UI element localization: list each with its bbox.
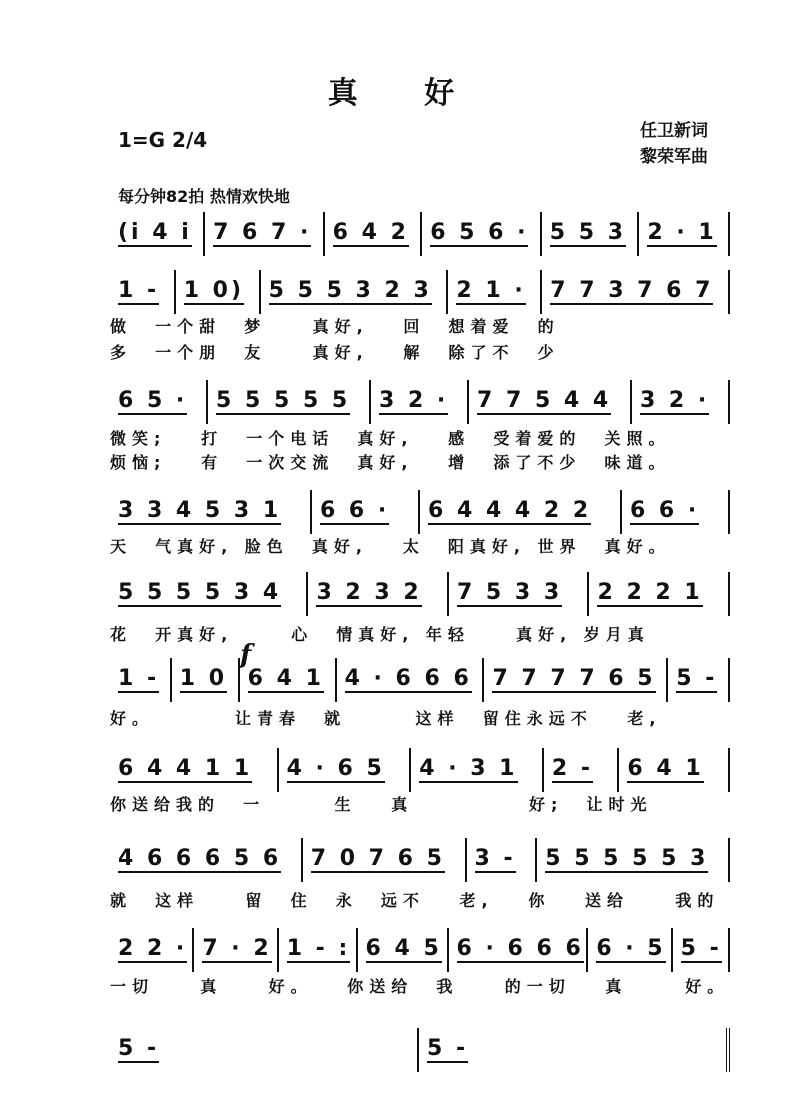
dynamic-marking: f xyxy=(240,640,252,670)
measure xyxy=(325,212,423,256)
notes: 1 - xyxy=(118,666,159,695)
notes: 5 5 3 xyxy=(550,220,626,249)
lyric-line: 你送给我的 一 生 真 好; 让时光 xyxy=(110,795,653,814)
notes: 4 · 6 5 xyxy=(287,756,385,785)
notes: 1 - xyxy=(118,278,159,307)
measure xyxy=(544,748,620,792)
lyric-line: 微笑; 打 一个电话 真好, 感 受着爱的 关照。 xyxy=(110,429,671,448)
measure xyxy=(194,928,278,972)
measure xyxy=(110,1028,419,1072)
measure xyxy=(110,212,205,256)
staff-line xyxy=(110,1028,730,1072)
notes: 6 · 5 xyxy=(596,936,665,965)
notes: 6 5 6 · xyxy=(430,220,528,249)
lyric-line: 就 这样 留 住 永 远不 老, 你 送给 我的 xyxy=(110,891,720,910)
measure xyxy=(449,572,590,616)
notes: 2 1 · xyxy=(456,278,525,307)
notes: 6 4 5 xyxy=(366,936,442,965)
measure xyxy=(110,270,176,314)
notes: 5 - xyxy=(676,666,717,695)
measure xyxy=(419,1028,730,1072)
notes: 7 7 7 7 6 5 xyxy=(492,666,655,695)
notes: 1 - : xyxy=(287,936,351,965)
notes: 3 2 · xyxy=(640,388,709,417)
notes: 1 0) xyxy=(184,278,244,307)
measure xyxy=(420,490,622,534)
lyric-line: 一切 真 好。 你送给 我 的一切 真 好。 xyxy=(110,977,730,996)
lyricist: 任卫新词 xyxy=(640,121,708,141)
measure xyxy=(279,928,358,972)
notes: 7 0 7 6 5 xyxy=(311,846,445,875)
measure xyxy=(279,748,412,792)
measure xyxy=(312,490,420,534)
notes: 6 4 1 xyxy=(627,756,703,785)
measure xyxy=(622,490,730,534)
measure xyxy=(632,380,730,424)
notes: 2 2 2 1 xyxy=(597,580,702,609)
notes: 2 · 1 xyxy=(647,220,716,249)
measure xyxy=(308,572,449,616)
tempo-marking: 每分钟82拍 热情欢快地 xyxy=(118,187,290,206)
notes: 6 4 2 xyxy=(333,220,409,249)
notes: 6 4 4 1 1 xyxy=(118,756,252,785)
measure xyxy=(673,928,730,972)
notes: 3 2 3 2 xyxy=(316,580,421,609)
lyric-line: 花 开真好, 心 情真好, 年轻 真好, 岁月真 xyxy=(110,625,650,644)
measure xyxy=(208,380,371,424)
measure xyxy=(240,658,337,702)
measure xyxy=(110,572,308,616)
notes: 4 · 3 1 xyxy=(419,756,517,785)
notes: 3 3 4 5 3 1 xyxy=(118,498,281,527)
measure xyxy=(110,658,172,702)
measure xyxy=(537,838,730,882)
notes: 4 6 6 6 5 6 xyxy=(118,846,281,875)
measure xyxy=(371,380,469,424)
measure xyxy=(619,748,730,792)
staff-line xyxy=(110,380,730,424)
measure xyxy=(467,838,538,882)
notes: 4 · 6 6 6 xyxy=(345,666,472,695)
measure xyxy=(484,658,668,702)
staff-line xyxy=(110,212,730,256)
key-signature: 1=G 2/4 xyxy=(118,128,208,152)
measure xyxy=(358,928,449,972)
notes: 6 5 · xyxy=(118,388,187,417)
composer: 黎荣军曲 xyxy=(640,147,708,167)
notes: 5 5 5 5 5 xyxy=(216,388,350,417)
lyric-line: 多 一个朋 友 真好, 解 除了不 少 xyxy=(110,343,560,362)
measure xyxy=(542,212,640,256)
notes: 7 7 5 4 4 xyxy=(477,388,611,417)
measure xyxy=(639,212,730,256)
notes: 6 6 · xyxy=(630,498,699,527)
measure xyxy=(448,270,542,314)
notes: 2 - xyxy=(552,756,593,785)
lyric-line: 做 一个甜 梦 真好, 回 想着爱 的 xyxy=(110,317,560,336)
staff-line xyxy=(110,490,730,534)
notes: 6 · 6 6 6 xyxy=(457,936,584,965)
measure xyxy=(110,748,279,792)
notes: 5 - xyxy=(427,1036,468,1065)
notes: 5 - xyxy=(681,936,722,965)
lyric-line: 好。 让青春 就 这样 留住永远不 老, xyxy=(110,709,662,728)
measure xyxy=(110,928,194,972)
measure xyxy=(449,928,589,972)
notes: 6 4 4 4 2 2 xyxy=(428,498,591,527)
notes: 2 2 · xyxy=(118,936,187,965)
measure xyxy=(110,380,208,424)
measure xyxy=(588,928,672,972)
notes: 5 5 5 5 5 3 xyxy=(545,846,708,875)
measure xyxy=(542,270,730,314)
notes: 6 6 · xyxy=(320,498,389,527)
notes: 5 5 5 3 2 3 xyxy=(269,278,432,307)
measure xyxy=(110,490,312,534)
measure xyxy=(469,380,632,424)
measure xyxy=(176,270,261,314)
notes: 1 0 xyxy=(180,666,227,695)
measure xyxy=(668,658,730,702)
notes: 5 - xyxy=(118,1036,159,1065)
measure xyxy=(589,572,730,616)
staff-line xyxy=(110,270,730,314)
measure xyxy=(303,838,467,882)
measure xyxy=(337,658,485,702)
notes: 5 5 5 5 3 4 xyxy=(118,580,281,609)
staff-line xyxy=(110,838,730,882)
notes: 7 · 2 xyxy=(202,936,271,965)
notes: (i 4 i xyxy=(118,220,192,249)
measure xyxy=(205,212,325,256)
song-title: 真 好 xyxy=(327,76,483,111)
measure xyxy=(411,748,544,792)
lyric-line: 天 气真好, 脸色 真好, 太 阳真好, 世界 真好。 xyxy=(110,537,671,556)
staff-line xyxy=(110,928,730,972)
notes: 7 7 3 7 6 7 xyxy=(550,278,713,307)
notes: 6 4 1 xyxy=(248,666,324,695)
measure xyxy=(422,212,542,256)
notes: 7 6 7 · xyxy=(213,220,311,249)
credits xyxy=(640,118,708,170)
staff-line xyxy=(110,658,730,702)
notes: 7 5 3 3 xyxy=(457,580,562,609)
lyric-line: 烦恼; 有 一次交流 真好, 增 添了不少 味道。 xyxy=(110,453,671,472)
measure xyxy=(261,270,449,314)
notes: 3 - xyxy=(475,846,516,875)
staff-line xyxy=(110,748,730,792)
staff-line xyxy=(110,572,730,616)
notes: 3 2 · xyxy=(379,388,448,417)
measure xyxy=(172,658,240,702)
measure xyxy=(110,838,303,882)
